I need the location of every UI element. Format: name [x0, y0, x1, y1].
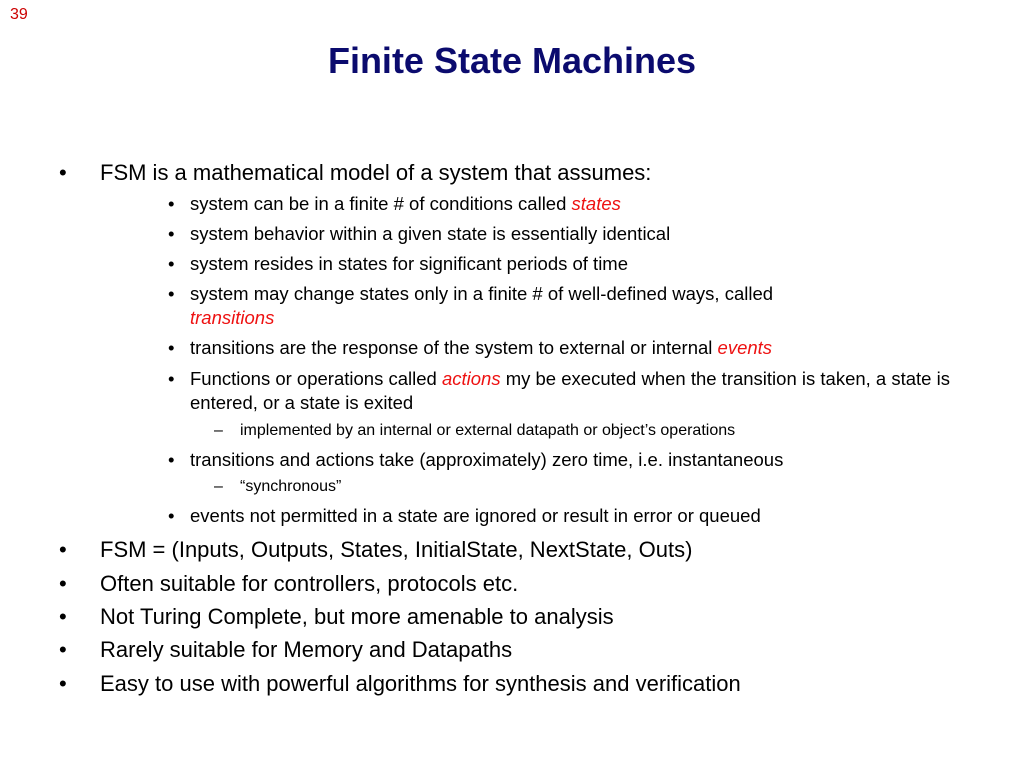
sub-bullet-marker: • [168, 449, 175, 470]
bullet-marker: • [59, 537, 67, 562]
sub-bullet-marker: • [168, 337, 175, 358]
bullet-text: Often suitable for controllers, protocols etc. [100, 571, 519, 596]
sub-bullet-text-continued: my be executed when the transition is taken, a state is entered, or a state is exited [190, 368, 950, 413]
bullet-controllers [59, 571, 519, 597]
bullet-marker: • [59, 637, 67, 662]
sub-bullet-text: events not permitted in a state are ignored or result in error or queued [190, 505, 761, 526]
sub-bullet-not-permitted [168, 504, 980, 528]
sub-bullet-marker: • [168, 193, 175, 214]
bullet-text: FSM = (Inputs, Outputs, States, InitialState, NextState, Outs) [100, 537, 693, 562]
dash-marker: – [214, 422, 223, 439]
sub-bullet-text: transitions and actions take (approximately) zero time, i.e. instantaneous [190, 449, 784, 470]
emphasis-actions: actions [441, 368, 501, 389]
bullet-text: Easy to use with powerful algorithms for synthesis and verification [100, 671, 741, 696]
sub-bullet-text: transitions are the response of the system to external or internal [190, 337, 718, 358]
emphasis-transitions: transitions [190, 307, 275, 328]
bullet-marker: • [59, 571, 67, 596]
bullet-turing [59, 604, 614, 630]
sub-bullet-zero-time [168, 448, 980, 472]
sub-bullet-transitions [168, 282, 980, 330]
dash-marker: – [214, 478, 223, 495]
slide-number: 39 [10, 6, 28, 23]
emphasis-events: events [717, 337, 773, 358]
sub-bullet-text: system can be in a finite # of conditions called [190, 193, 572, 214]
bullet-text: Not Turing Complete, but more amenable to analysis [100, 604, 614, 629]
sub-bullet-states [168, 192, 980, 216]
sub-bullet-marker: • [168, 368, 175, 389]
sub-bullet-resides [168, 252, 980, 276]
sub-bullet-marker: • [168, 283, 175, 304]
sub-bullet-text: system resides in states for significant periods of time [190, 253, 629, 274]
sub-bullet-actions [168, 367, 980, 415]
bullet-synthesis [59, 671, 741, 697]
dash-item-text: implemented by an internal or external datapath or object’s operations [240, 422, 736, 439]
bullet-marker: • [59, 671, 67, 696]
bullet-fsm-tuple [59, 537, 693, 563]
bullet-marker: • [59, 604, 67, 629]
bullet-fsm-definition [59, 160, 652, 186]
sub-bullet-text: Functions or operations called [190, 368, 442, 389]
dash-item-text: “synchronous” [240, 478, 342, 495]
sub-bullet-marker: • [168, 505, 175, 526]
sub-bullet-behavior [168, 222, 980, 246]
sub-bullet-marker: • [168, 223, 175, 244]
slide-title: Finite State Machines [327, 40, 697, 81]
dash-item-synchronous [214, 477, 342, 497]
sub-bullet-marker: • [168, 253, 175, 274]
bullet-marker: • [59, 160, 67, 185]
bullet-memory [59, 637, 513, 663]
sub-bullet-text: system behavior within a given state is essentially identical [190, 223, 671, 244]
sub-bullet-events [168, 336, 980, 360]
sub-bullet-text: system may change states only in a finite # of well-defined ways, called [190, 283, 774, 304]
bullet-text: FSM is a mathematical model of a system that assumes: [100, 160, 652, 185]
emphasis-states: states [571, 193, 621, 214]
bullet-text: Rarely suitable for Memory and Datapaths [100, 637, 513, 662]
dash-item-datapath [214, 421, 736, 441]
